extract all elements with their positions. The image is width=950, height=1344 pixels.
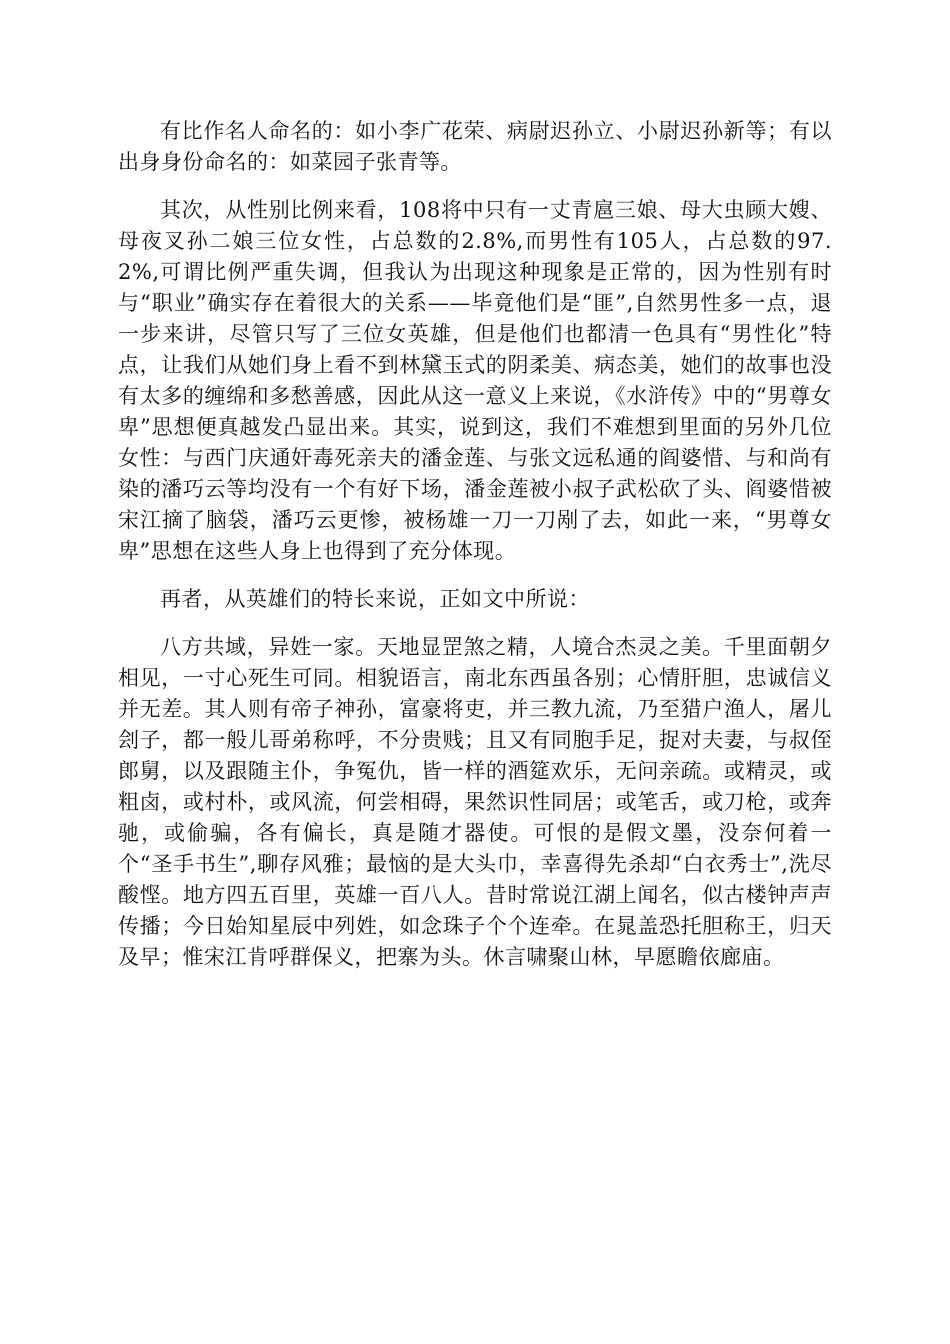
paragraph-naming: 有比作名人命名的：如小李广花荣、病尉迟孙立、小尉迟孙新等；有以出身身份命名的：如菜园子张青等。: [118, 119, 832, 174]
document-body: [118, 116, 832, 990]
paragraph-gender-ratio: 其次，从性别比例来看，108将中只有一丈青扈三娘、母大虫顾大嫂、母夜叉孙二娘三位女性，占总数的2.8%,而男性有105人，占总数的97.2%,可谓比例严重失调，但我认为出现这种现象是正常的，因为性别有时与“职业”确实存在着很大的关系——毕竟他们是“匪”,自然男性多一点，退一步来讲，尽管只写了三位女英雄，但是他们也都清一色具有“男性化”特点，让我们从她们身上看不到林黛玉式的阴柔美、病态美，她们的故事也没有太多的缠绵和多愁善感，因此从这一意义上来说，《水浒传》中的“男尊女卑”思想便真越发凸显出来。其实，说到这，我们不难想到里面的另外几位女性：与西门庆通奸毒死亲夫的潘金莲、与张文远私通的阎婆惜、与和尚有染的潘巧云等均没有一个有好下场，潘金莲被小叔子武松砍了头、阎婆惜被宋江摘了脑袋，潘巧云更惨，被杨雄一刀一刀剐了去，如此一来，“男尊女卑”思想在这些人身上也得到了充分体现。: [118, 198, 832, 563]
paragraph-quotation: 八方共域，异姓一家。天地显罡煞之精，人境合杰灵之美。千里面朝夕相见，一寸心死生可同。相貌语言，南北东西虽各别；心情肝胆，忠诚信义并无差。其人则有帝子神孙，富豪将吏，并三教九流，乃至猎户渔人，屠儿刽子，都一般儿哥弟称呼，不分贵贱；且又有同胞手足，捉对夫妻，与叔侄郎舅，以及跟随主仆，争冤仇，皆一样的酒筵欢乐，无问亲疏。或精灵，或粗卤，或村朴，或风流，何尝相碍，果然识性同居；或笔舌，或刀枪，或奔驰，或偷骗，各有偏长，真是随才器使。可恨的是假文墨，没奈何着一个“圣手书生”,聊存风雅；最恼的是大头巾，幸喜得先杀却“白衣秀士”,洗尽酸悭。地方四五百里，英雄一百八人。昔时常说江湖上闻名，似古楼钟声声传播；今日始知星辰中列姓，如念珠子个个连牵。在晁盖恐托胆称王，归天及早；惟宋江肯呼群保义，把寨为头。休言啸聚山林，早愿瞻依廊庙。: [118, 635, 832, 969]
paragraph-specialties-intro: 再者，从英雄们的特长来说，正如文中所说：: [160, 587, 590, 611]
